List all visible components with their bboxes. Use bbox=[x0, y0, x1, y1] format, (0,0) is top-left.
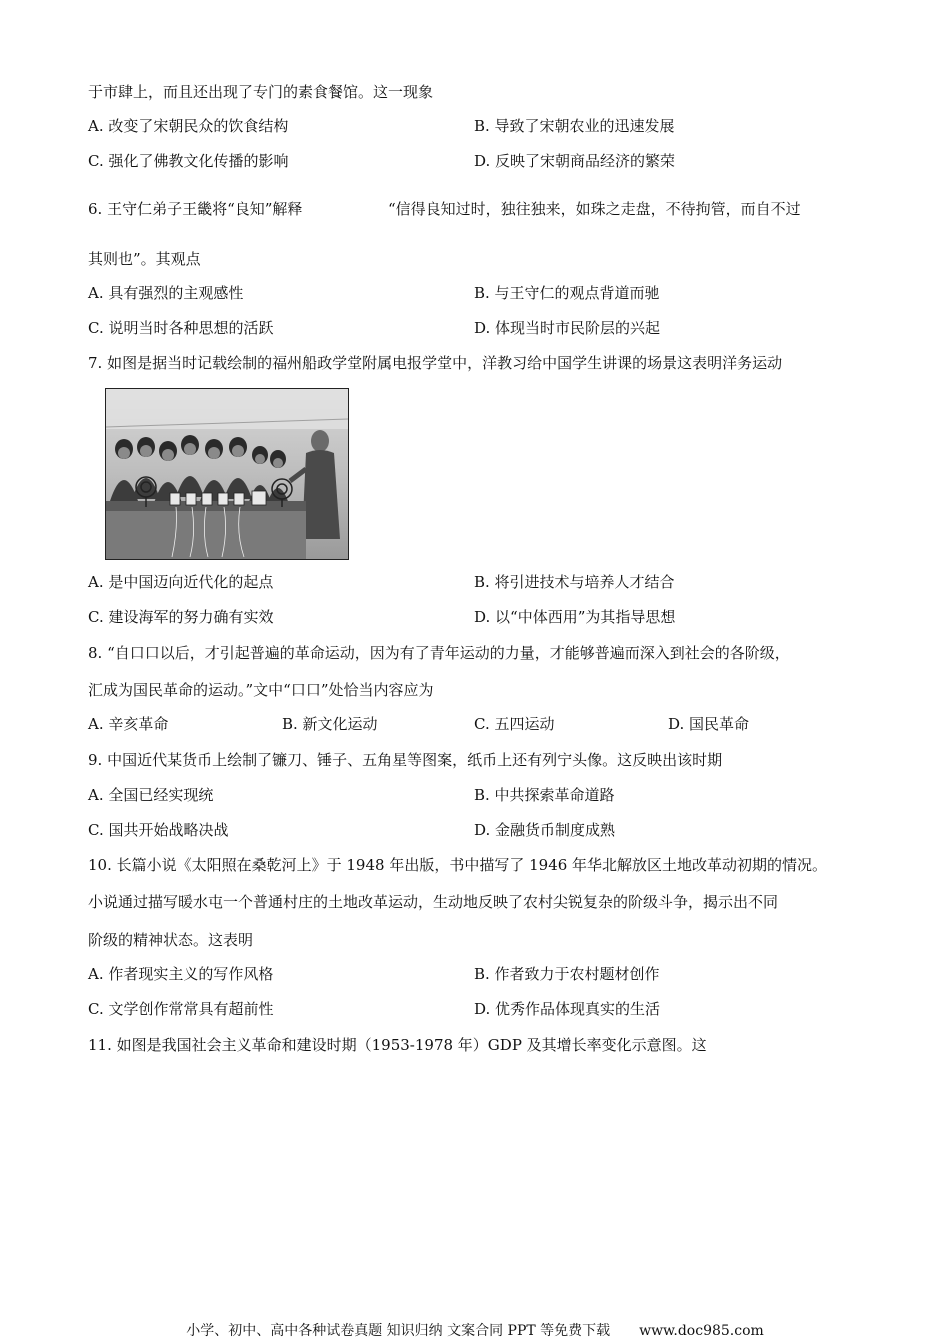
q9-option-a: A. 全国已经实现统 bbox=[88, 786, 214, 804]
q8-option-c: C. 五四运动 bbox=[474, 715, 555, 733]
q10-option-c: C. 文学创作常常具有超前性 bbox=[88, 1000, 274, 1018]
q10-option-d: D. 优秀作品体现真实的生活 bbox=[474, 1000, 661, 1018]
q5-stem-continuation: 于市肆上，而且还出现了专门的素食餐馆。这一现象 bbox=[88, 83, 434, 101]
footer-text: 小学、初中、高中各种试卷真题 知识归纳 文案合同 PPT 等免费下载 bbox=[186, 1323, 611, 1339]
q10-stem-line2: 小说通过描写暖水屯一个普通村庄的土地改革运动，生动地反映了农村尖锐复杂的阶级斗争，揭示出不同 bbox=[88, 893, 779, 911]
q8-option-a: A. 辛亥革命 bbox=[88, 715, 169, 733]
q7-stem: 7. 如图是据当时记载绘制的福州船政学堂附属电报学堂中，洋教习给中国学生讲课的场景这表明洋务运动 bbox=[88, 354, 783, 372]
q10-option-b: B. 作者致力于农村题材创作 bbox=[474, 965, 660, 983]
q5-option-b: B. 导致了宋朝农业的迅速发展 bbox=[474, 117, 675, 135]
q10-stem-line3: 阶级的精神状态。这表明 bbox=[88, 931, 254, 949]
q5-option-c: C. 强化了佛教文化传播的影响 bbox=[88, 152, 289, 170]
page-footer bbox=[0, 1322, 950, 1340]
q9-option-b: B. 中共探索革命道路 bbox=[474, 786, 615, 804]
q6-stem-part2: “信得良知过时，独往独来，如珠之走盘，不待拘管，而自不过 bbox=[388, 200, 801, 218]
q5-option-d: D. 反映了宋朝商品经济的繁荣 bbox=[474, 152, 676, 170]
q8-stem-line1: 8. “自口口以后，才引起普遍的革命运动，因为有了青年运动的力量，才能够普遍而深入到社会的各阶级， bbox=[88, 644, 790, 662]
q6-option-c: C. 说明当时各种思想的活跃 bbox=[88, 319, 274, 337]
q8-option-d: D. 国民革命 bbox=[668, 715, 750, 733]
q9-option-c: C. 国共开始战略决战 bbox=[88, 821, 229, 839]
q8-option-b: B. 新文化运动 bbox=[282, 715, 378, 733]
q7-option-c: C. 建设海军的努力确有实效 bbox=[88, 608, 274, 626]
q7-option-d: D. 以“中体西用”为其指导思想 bbox=[474, 608, 676, 626]
q5-option-a: A. 改变了宋朝民众的饮食结构 bbox=[88, 117, 289, 135]
q6-option-d: D. 体现当时市民阶层的兴起 bbox=[474, 319, 661, 337]
q11-stem: 11. 如图是我国社会主义革命和建设时期（1953-1978 年）GDP 及其增长率变化示意图。这 bbox=[88, 1036, 707, 1054]
q7-option-b: B. 将引进技术与培养人才结合 bbox=[474, 573, 675, 591]
q6-stem-part3: 其则也”。其观点 bbox=[88, 250, 201, 268]
footer-site-link[interactable]: www.doc985.com bbox=[639, 1323, 764, 1339]
q10-stem-line1: 10. 长篇小说《太阳照在桑乾河上》于 1948 年出版，书中描写了 1946 年华北解放区土地改革动初期的情况。 bbox=[88, 856, 828, 874]
q9-stem: 9. 中国近代某货币上绘制了镰刀、锤子、五角星等图案，纸币上还有列宁头像。这反映出该时期 bbox=[88, 751, 723, 769]
q8-stem-line2: 汇成为国民革命的运动。”文中“口口”处恰当内容应为 bbox=[88, 681, 434, 699]
q10-option-a: A. 作者现实主义的写作风格 bbox=[88, 965, 274, 983]
q7-option-a: A. 是中国迈向近代化的起点 bbox=[88, 573, 274, 591]
q6-option-a: A. 具有强烈的主观感性 bbox=[88, 284, 244, 302]
telegraph-classroom-photo bbox=[105, 388, 349, 560]
q9-option-d: D. 金融货币制度成熟 bbox=[474, 821, 616, 839]
q6-option-b: B. 与王守仁的观点背道而驰 bbox=[474, 284, 660, 302]
q6-stem-part1: 6. 王守仁弟子王畿将“良知”解释 bbox=[88, 200, 303, 218]
